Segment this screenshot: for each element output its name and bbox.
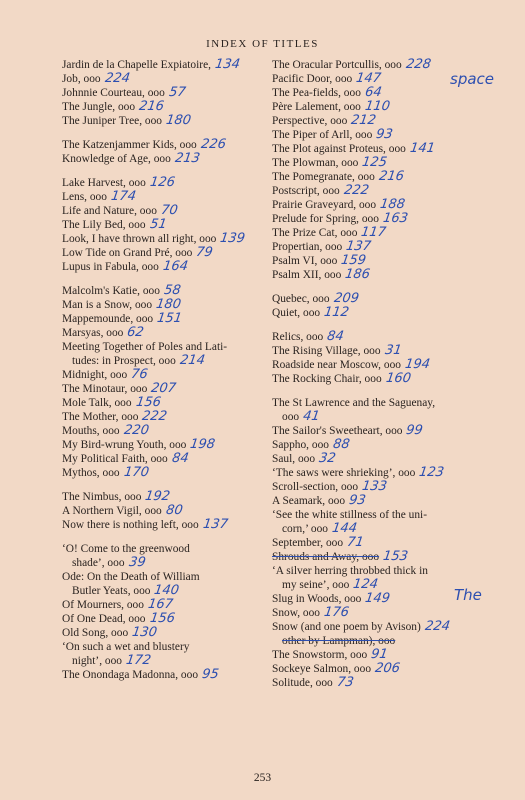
handwritten-page-number: 110 (363, 99, 391, 114)
index-entry (62, 570, 272, 584)
index-entry (62, 518, 272, 532)
entry-title: Quiet, ooo (272, 307, 321, 319)
index-entry (62, 396, 272, 410)
entry-title: The Oracular Portcullis, ooo (272, 59, 402, 71)
entry-title: The Minotaur, ooo (62, 383, 148, 395)
entry-title: The Juniper Tree, ooo (62, 115, 162, 127)
index-entry (272, 240, 502, 254)
entry-title: ‘On such a wet and blustery (62, 641, 190, 653)
index-entry (62, 626, 272, 640)
handwritten-page-number: 73 (335, 675, 355, 690)
entry-title: The Piper of Arll, ooo (272, 129, 373, 141)
entry-title: The Jungle, ooo (62, 101, 136, 113)
entry-title: ‘O! Come to the greenwood (62, 543, 190, 555)
handwritten-page-number: 39 (127, 555, 147, 570)
index-entry (272, 508, 502, 522)
entry-title: A Northern Vigil, ooo (62, 505, 162, 517)
index-entry (62, 640, 272, 654)
index-entry (62, 312, 272, 326)
index-entry (62, 232, 272, 246)
index-entry (62, 138, 272, 152)
handwritten-page-number: 226 (199, 137, 227, 152)
index-entry (62, 556, 272, 570)
index-entry (272, 536, 502, 550)
entry-title: Saul, ooo (272, 453, 316, 465)
index-entry (272, 198, 502, 212)
entry-title: The Rocking Chair, ooo (272, 373, 382, 385)
handwritten-page-number: 124 (352, 577, 380, 592)
entry-title: my seine’, ooo (282, 579, 350, 591)
handwritten-page-number: 125 (361, 155, 389, 170)
handwritten-page-number: 222 (342, 183, 370, 198)
index-entry (62, 612, 272, 626)
index-entry (272, 606, 502, 620)
entry-title: The Lily Bed, ooo (62, 219, 146, 231)
entry-title: Snow (and one poem by Avison) (272, 621, 421, 633)
index-entry (272, 410, 502, 424)
handwritten-page-number: 95 (201, 667, 220, 682)
entry-title: Mouths, ooo (62, 425, 120, 437)
index-entry (62, 58, 272, 72)
index-entry (62, 284, 272, 298)
entry-title: Marsyas, ooo (62, 327, 124, 339)
index-entry (272, 372, 502, 386)
handwritten-page-number: 137 (201, 517, 229, 532)
entry-title: The Snowstorm, ooo (272, 649, 368, 661)
entry-title: Roadside near Moscow, ooo (272, 359, 401, 371)
index-entry (62, 72, 272, 86)
index-entry (272, 466, 502, 480)
handwritten-page-number: 140 (153, 583, 181, 598)
handwritten-page-number: 174 (109, 189, 137, 204)
handwritten-page-number: 139 (219, 231, 247, 246)
handwritten-page-number: 216 (138, 99, 166, 114)
entry-title: Low Tide on Grand Pré, ooo (62, 247, 193, 259)
entry-title: Slug in Woods, ooo (272, 593, 362, 605)
handwritten-page-number: 79 (195, 245, 215, 260)
entry-title: My Political Faith, ooo (62, 453, 168, 465)
handwritten-page-number: 64 (363, 85, 383, 100)
handwritten-page-number: 147 (355, 71, 383, 86)
handwritten-page-number: 206 (374, 661, 401, 676)
entry-title: corn,’ ooo (282, 523, 328, 535)
index-entry (62, 466, 272, 480)
entry-title: Jardin de la Chapelle Expiatoire, (62, 59, 211, 71)
index-entry (62, 382, 272, 396)
handwritten-page-number: 141 (408, 141, 436, 156)
index-entry (272, 452, 502, 466)
index-entry (62, 260, 272, 274)
handwritten-page-number: 163 (381, 211, 409, 226)
handwritten-page-number: 159 (340, 253, 368, 268)
handwritten-the-note: The (454, 586, 482, 604)
handwritten-page-number: 84 (170, 451, 190, 466)
entry-title: The Sailor's Sweetheart, ooo (272, 425, 403, 437)
page-number: 253 (253, 772, 272, 784)
handwritten-page-number: 156 (134, 395, 162, 410)
handwritten-page-number: 222 (141, 409, 169, 424)
handwritten-page-number: 76 (130, 367, 149, 382)
index-entry (272, 226, 502, 240)
index-entry (272, 424, 502, 438)
index-entry (62, 584, 272, 598)
entry-title: Mappemounde, ooo (62, 313, 154, 325)
index-entry (272, 480, 502, 494)
entry-title: Life and Nature, ooo (62, 205, 157, 217)
entry-title: Johnnie Courteau, ooo (62, 87, 165, 99)
index-entry (62, 490, 272, 504)
entry-title: Sockeye Salmon, ooo (272, 663, 372, 675)
index-entry (62, 152, 272, 166)
entry-title: Mythos, ooo (62, 467, 120, 479)
index-entry (272, 212, 502, 226)
index-entry (272, 438, 502, 452)
handwritten-page-number: 123 (418, 465, 446, 480)
handwritten-page-number: 70 (159, 203, 179, 218)
entry-title: The Mother, ooo (62, 411, 139, 423)
handwritten-page-number: 188 (379, 197, 407, 212)
entry-title: September, ooo (272, 537, 344, 549)
handwritten-page-number: 209 (332, 291, 360, 306)
index-entry (62, 410, 272, 424)
entry-title: Of One Dead, ooo (62, 613, 146, 625)
handwritten-page-number: 194 (403, 357, 431, 372)
entry-title: Ode: On the Death of William (62, 571, 200, 583)
index-entry (272, 662, 502, 676)
handwritten-page-number: 153 (382, 549, 410, 564)
entry-title: The Pea-fields, ooo (272, 87, 361, 99)
entry-title: Postscript, ooo (272, 185, 340, 197)
index-entry (272, 358, 502, 372)
entry-title: Solitude, ooo (272, 677, 333, 689)
entry-title: Shrouds and Away, ooo (272, 551, 380, 563)
entry-title: The Plot against Proteus, ooo (272, 143, 406, 155)
index-entry (62, 340, 272, 354)
handwritten-page-number: 164 (161, 259, 189, 274)
handwritten-page-number: 80 (164, 503, 184, 518)
entry-title: Mole Talk, ooo (62, 397, 132, 409)
handwritten-page-number: 192 (144, 489, 172, 504)
index-entry (62, 438, 272, 452)
entry-title: Prairie Graveyard, ooo (272, 199, 377, 211)
handwritten-page-number: 224 (423, 619, 451, 634)
handwritten-page-number: 170 (122, 465, 150, 480)
entry-title: Prelude for Spring, ooo (272, 213, 379, 225)
handwritten-page-number: 198 (189, 437, 217, 452)
index-entry (272, 254, 502, 268)
entry-title: Old Song, ooo (62, 627, 129, 639)
entry-title: Père Lalement, ooo (272, 101, 361, 113)
handwritten-page-number: 172 (125, 653, 152, 668)
index-entry (272, 648, 502, 662)
index-entry (62, 176, 272, 190)
entry-title: ‘The saws were shrieking’, ooo (272, 467, 416, 479)
handwritten-page-number: 99 (405, 423, 425, 438)
handwritten-page-number: 186 (344, 267, 372, 282)
entry-title: The Nimbus, ooo (62, 491, 142, 503)
index-entry (62, 504, 272, 518)
handwritten-page-number: 167 (146, 597, 174, 612)
handwritten-page-number: 160 (384, 371, 412, 386)
index-entry (62, 354, 272, 368)
index-entry (272, 86, 502, 100)
index-entry (272, 396, 502, 410)
handwritten-page-number: 84 (326, 329, 345, 344)
handwritten-page-number: 32 (318, 451, 337, 466)
entry-title: Lake Harvest, ooo (62, 177, 146, 189)
left-column (62, 58, 272, 682)
handwritten-page-number: 117 (360, 225, 388, 240)
entry-title: Quebec, ooo (272, 293, 330, 305)
index-entry (272, 128, 502, 142)
entry-title: The Pomegranate, ooo (272, 171, 375, 183)
entry-title: The Prize Cat, ooo (272, 227, 358, 239)
entry-title: Malcolm's Katie, ooo (62, 285, 160, 297)
index-entry (62, 598, 272, 612)
index-entry (272, 564, 502, 578)
page-title: INDEX OF TITLES (206, 38, 319, 50)
handwritten-page-number: 31 (383, 343, 403, 358)
entry-title: Propertian, ooo (272, 241, 343, 253)
index-entry (62, 204, 272, 218)
index-entry (272, 306, 502, 320)
entry-title: Psalm VI, ooo (272, 255, 338, 267)
index-entry (272, 142, 502, 156)
handwritten-page-number: 149 (364, 591, 392, 606)
index-entry (272, 634, 502, 648)
index-entry (272, 268, 502, 282)
entry-title: A Seamark, ooo (272, 495, 346, 507)
index-entry (272, 676, 502, 690)
entry-title: Lens, ooo (62, 191, 107, 203)
handwritten-page-number: 58 (162, 283, 182, 298)
handwritten-page-number: 213 (173, 151, 201, 166)
index-entry (62, 100, 272, 114)
handwritten-page-number: 180 (165, 113, 192, 128)
entry-title: Lupus in Fabula, ooo (62, 261, 159, 273)
handwritten-page-number: 91 (370, 647, 389, 662)
handwritten-space-note: space (450, 70, 495, 88)
index-entry (272, 550, 502, 564)
handwritten-page-number: 134 (214, 57, 241, 72)
entry-title: Pacific Door, ooo (272, 73, 353, 85)
index-entry (62, 298, 272, 312)
entry-title: ‘A silver herring throbbed thick in (272, 565, 428, 577)
index-entry (62, 452, 272, 466)
entry-title: ‘See the white stillness of the uni- (272, 509, 428, 521)
entry-title: Psalm XII, ooo (272, 269, 342, 281)
entry-title: Job, ooo (62, 73, 101, 85)
handwritten-page-number: 41 (302, 409, 321, 424)
handwritten-page-number: 220 (122, 423, 150, 438)
entry-title: night’, ooo (72, 655, 122, 667)
index-entry (62, 368, 272, 382)
index-entry (62, 668, 272, 682)
handwritten-page-number: 62 (126, 325, 146, 340)
handwritten-page-number: 151 (156, 311, 184, 326)
index-entry (272, 114, 502, 128)
entry-title: Relics, ooo (272, 331, 324, 343)
index-entry (62, 246, 272, 260)
handwritten-page-number: 88 (331, 437, 351, 452)
index-entry (272, 184, 502, 198)
handwritten-page-number: 228 (404, 57, 432, 72)
index-entry (272, 100, 502, 114)
entry-title: My Bird-wrung Youth, ooo (62, 439, 187, 451)
handwritten-page-number: 133 (361, 479, 389, 494)
index-entry (272, 344, 502, 358)
handwritten-page-number: 144 (330, 521, 358, 536)
entry-title: Man is a Snow, ooo (62, 299, 153, 311)
entry-title: Sappho, ooo (272, 439, 329, 451)
index-entry (272, 522, 502, 536)
handwritten-page-number: 57 (167, 85, 187, 100)
entry-title: The Onondaga Madonna, ooo (62, 669, 199, 681)
index-entry (62, 86, 272, 100)
handwritten-page-number: 71 (346, 535, 365, 550)
entry-title: Of Mourners, ooo (62, 599, 144, 611)
entry-title: The Rising Village, ooo (272, 345, 381, 357)
index-entry (272, 156, 502, 170)
entry-title: tudes: in Prospect, ooo (72, 355, 176, 367)
entry-title: Meeting Together of Poles and Lati- (62, 341, 228, 353)
index-entry (62, 424, 272, 438)
index-entry (272, 494, 502, 508)
index-entry (62, 542, 272, 556)
handwritten-page-number: 130 (131, 625, 159, 640)
entry-title: Look, I have thrown all right, ooo (62, 233, 217, 245)
entry-title: Perspective, ooo (272, 115, 348, 127)
entry-title: ooo (282, 411, 300, 423)
handwritten-page-number: 93 (375, 127, 394, 142)
handwritten-page-number: 126 (148, 175, 176, 190)
index-entry (272, 620, 502, 634)
entry-title: The Plowman, ooo (272, 157, 359, 169)
entry-title: Butler Yeats, ooo (72, 585, 151, 597)
handwritten-page-number: 212 (350, 113, 378, 128)
handwritten-page-number: 51 (148, 217, 168, 232)
index-entry (62, 114, 272, 128)
entry-title: The Katzenjammer Kids, ooo (62, 139, 197, 151)
handwritten-page-number: 214 (178, 353, 206, 368)
entry-title: Now there is nothing left, ooo (62, 519, 199, 531)
index-entry (272, 330, 502, 344)
index-entry (62, 654, 272, 668)
handwritten-page-number: 156 (148, 611, 176, 626)
index-entry (272, 292, 502, 306)
entry-title: Midnight, ooo (62, 369, 128, 381)
entry-title: other by Lampman), ooo (282, 635, 396, 647)
index-entry (62, 190, 272, 204)
entry-title: Snow, ooo (272, 607, 320, 619)
handwritten-page-number: 137 (345, 239, 373, 254)
entry-title: The St Lawrence and the Saguenay, (272, 397, 436, 409)
handwritten-page-number: 93 (348, 493, 367, 508)
handwritten-page-number: 207 (150, 381, 178, 396)
entry-title: Scroll-section, ooo (272, 481, 359, 493)
entry-title: Knowledge of Age, ooo (62, 153, 171, 165)
handwritten-page-number: 112 (323, 305, 351, 320)
handwritten-page-number: 176 (323, 605, 350, 620)
index-entry (62, 218, 272, 232)
handwritten-page-number: 224 (103, 71, 131, 86)
handwritten-page-number: 180 (155, 297, 183, 312)
index-entry (62, 326, 272, 340)
index-entry (272, 170, 502, 184)
handwritten-page-number: 216 (377, 169, 405, 184)
entry-title: shade’, ooo (72, 557, 125, 569)
